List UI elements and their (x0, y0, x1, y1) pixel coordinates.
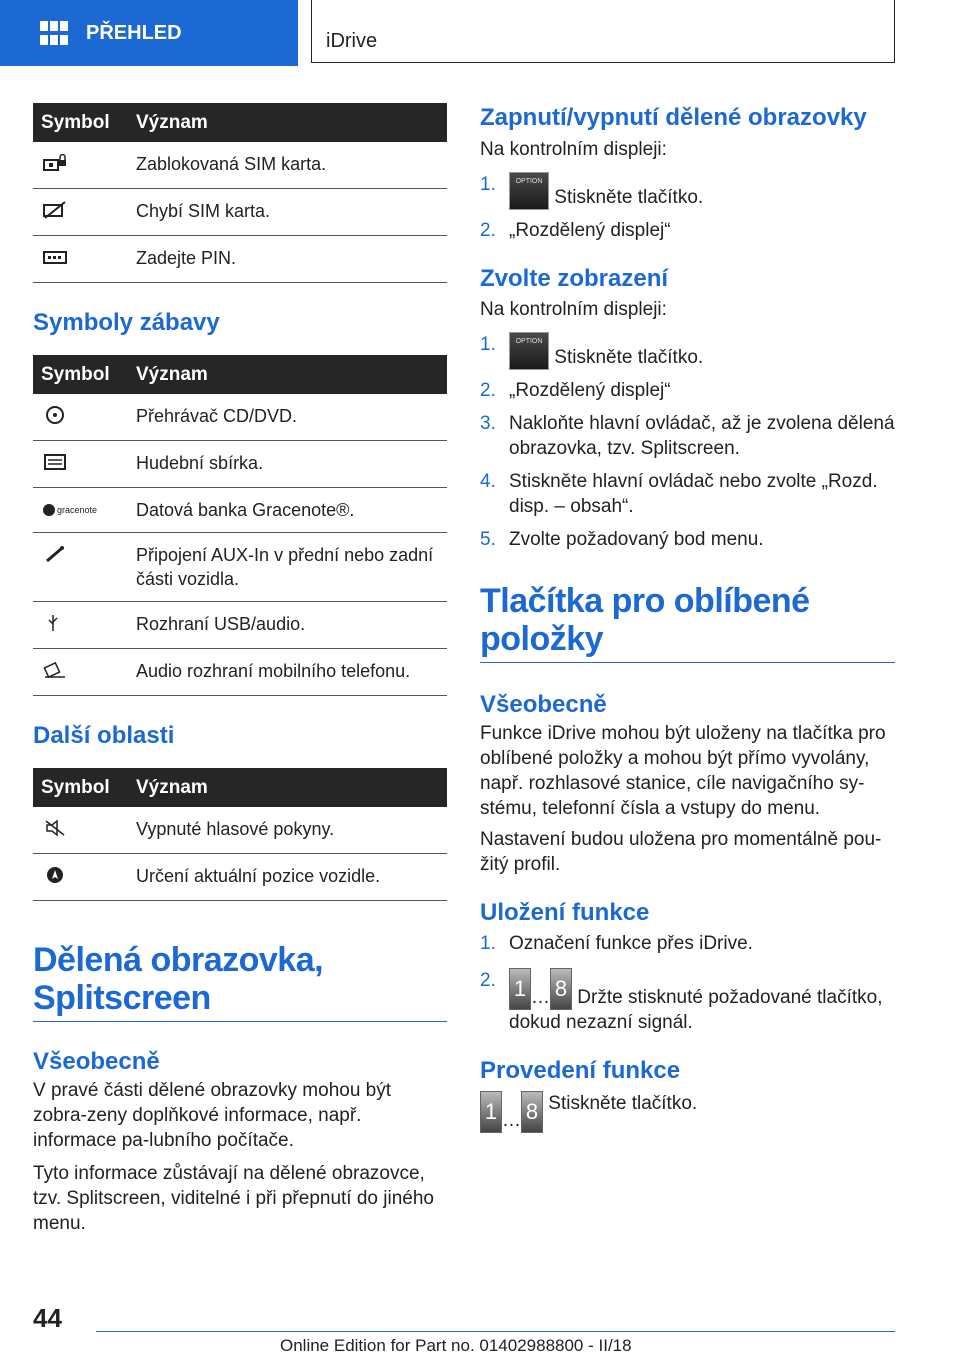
pin-entry-icon (43, 248, 67, 266)
split-paragraph-2: Tyto informace zůstávají na dělené obrazovce, tzv. Splitscreen, viditelné i při přepnutí do jiného menu. (33, 1163, 434, 1234)
step-number: 1. (480, 174, 496, 195)
split-paragraph-1: V pravé části dělené obrazovky mohou být zobra‐zeny doplňkové informace, např. informace pa‐lubního počítače. (33, 1080, 392, 1151)
table-row (33, 142, 447, 189)
favorite-button-1-icon: 1 (480, 1091, 502, 1133)
table-row (33, 649, 447, 696)
list-item (480, 218, 895, 243)
split-section-title: Dělená obrazovka, Splitscreen (33, 941, 324, 1017)
list-item (480, 411, 895, 461)
split-general-heading: Všeobecně (33, 1048, 160, 1075)
favorites-paragraph-1: Funkce iDrive mohou být uloženy na tlačítka pro oblíbené položky a mohou být přímo vyvolány, např. rozhlasové stanice, cíle navigačního sy‐stému, telefonní čísla a vstupy do menu. (480, 723, 886, 819)
favorites-paragraph-2: Nastavení budou uložena pro momentálně pou‐žitý profil. (480, 829, 882, 875)
list-item (480, 469, 895, 519)
row-text: Rozhraní USB/audio. (136, 602, 447, 649)
step-number: 4. (480, 471, 496, 492)
left-column (33, 103, 447, 1236)
choose-steps (480, 332, 895, 552)
execute-function-heading: Provedení funkce (480, 1057, 681, 1084)
row-text: Připojení AUX-In v přední nebo zadní části vozidla. (136, 533, 447, 602)
list-item (480, 931, 895, 956)
cd-dvd-icon (43, 406, 67, 424)
sim-locked-icon (43, 154, 67, 172)
row-text: Zablokovaná SIM karta. (136, 142, 447, 189)
table-row (33, 441, 447, 488)
row-text: Hudební sbírka. (136, 441, 447, 488)
save-function-heading: Uložení funkce (480, 899, 650, 926)
row-text: Zadejte PIN. (136, 236, 447, 283)
row-text: Určení aktuální pozice vozidle. (136, 854, 447, 901)
top-navigation (0, 0, 960, 66)
right-column (480, 103, 895, 1133)
grid-icon (40, 21, 68, 45)
choose-display-heading: Zvolte zobrazení (480, 265, 669, 292)
table-row (33, 533, 447, 602)
choose-intro: Na kontrolním displeji: (480, 299, 667, 320)
ellipsis: … (531, 987, 550, 1008)
favorite-button-8-icon: 8 (550, 968, 572, 1010)
row-text: Vypnuté hlasové pokyny. (136, 807, 447, 854)
option-button-icon: OPTION (509, 172, 549, 210)
favorites-section-title: Tlačítka pro oblíbené položky (480, 582, 810, 658)
step-text: Zvolte požadovaný bod menu. (509, 529, 764, 550)
favorite-button-8-icon: 8 (521, 1091, 543, 1133)
step-number: 1. (480, 933, 496, 954)
step-number: 3. (480, 413, 496, 434)
row-text: Datová banka Gracenote®. (136, 488, 447, 533)
table-row (33, 394, 447, 441)
col-symbol-header: Symbol (33, 355, 136, 394)
row-text: Chybí SIM karta. (136, 189, 447, 236)
edition-text: Online Edition for Part no. 01402988800 - II/18 (280, 1336, 632, 1355)
step-text: Nakloňte hlavní ovládač, až je zvolena dělená obrazovka, tzv. Splitscreen. (509, 413, 895, 459)
favorites-title-wrap (480, 582, 895, 663)
split-section-title-wrap (33, 941, 447, 1022)
overview-label: PŘEHLED (86, 21, 182, 44)
row-text: Přehrávač CD/DVD. (136, 394, 447, 441)
list-item (480, 968, 895, 1035)
step-number: 2. (480, 220, 496, 241)
entertainment-table (33, 355, 447, 696)
step-text: Označení funkce přes iDrive. (509, 933, 753, 954)
col-meaning-header: Význam (136, 103, 447, 142)
phone-audio-icon (43, 661, 67, 679)
gracenote-icon-text: gracenote (57, 505, 98, 515)
step-text: „Rozdělený displej“ (509, 220, 671, 241)
step-text: Stiskněte hlavní ovládač nebo zvolte „Rozd. disp. – obsah“. (509, 471, 878, 517)
toggle-intro: Na kontrolním displeji: (480, 139, 667, 160)
list-item (480, 172, 895, 210)
list-item (480, 527, 895, 552)
execute-text: Stiskněte tlačítko. (548, 1093, 698, 1114)
page-number: 44 (33, 1303, 62, 1333)
col-symbol-header: Symbol (33, 103, 136, 142)
step-number: 2. (480, 970, 496, 991)
toggle-steps (480, 172, 895, 243)
sim-missing-icon (43, 201, 67, 219)
voice-off-icon (43, 819, 67, 837)
step-number: 1. (480, 334, 496, 355)
gracenote-icon (43, 498, 97, 522)
footer-divider (96, 1331, 895, 1332)
status-symbols-table (33, 103, 447, 283)
table-row (33, 854, 447, 901)
row-text: Audio rozhraní mobilního telefonu. (136, 649, 447, 696)
save-steps (480, 931, 895, 1035)
other-areas-table (33, 768, 447, 901)
other-areas-heading: Další oblasti (33, 722, 175, 749)
music-collection-icon (43, 453, 67, 471)
position-icon (43, 866, 67, 884)
step-number: 2. (480, 380, 496, 401)
list-item (480, 378, 895, 403)
table-row (33, 189, 447, 236)
toggle-split-heading: Zapnutí/vypnutí dělené obrazovky (480, 104, 867, 131)
col-symbol-header: Symbol (33, 768, 136, 807)
execute-function-row (480, 1091, 895, 1133)
step-text: „Rozdělený displej“ (509, 380, 671, 401)
ellipsis: … (502, 1110, 521, 1131)
section-tab[interactable] (311, 0, 895, 63)
favorites-general-heading: Všeobecně (480, 691, 607, 718)
favorite-button-1-icon: 1 (509, 968, 531, 1010)
step-text: Stiskněte tlačítko. (554, 347, 704, 368)
overview-tab[interactable] (0, 0, 298, 66)
table-row (33, 236, 447, 283)
aux-in-icon (43, 545, 67, 563)
option-button-icon: OPTION (509, 332, 549, 370)
table-row (33, 602, 447, 649)
col-meaning-header: Význam (136, 768, 447, 807)
table-row (33, 488, 447, 533)
list-item (480, 332, 895, 370)
usb-icon (43, 614, 67, 632)
col-meaning-header: Význam (136, 355, 447, 394)
section-label: iDrive (326, 30, 378, 52)
step-number: 5. (480, 529, 496, 550)
table-row (33, 807, 447, 854)
entertainment-heading: Symboly zábavy (33, 309, 220, 336)
step-text: Držte stisknuté požadované tlačítko, dokud nezazní signál. (509, 987, 883, 1033)
step-text: Stiskněte tlačítko. (554, 187, 704, 208)
